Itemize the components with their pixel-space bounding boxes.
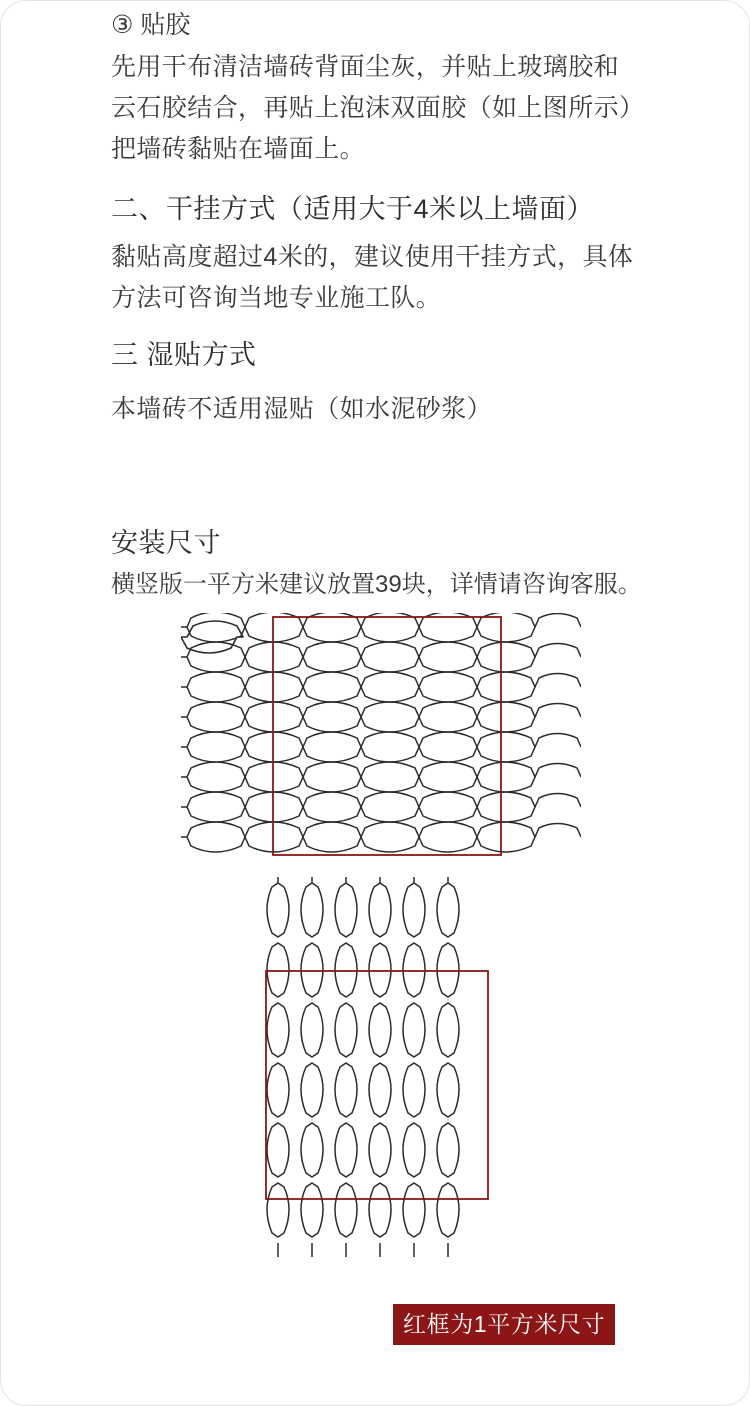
section-glue-body: 先用干布清洁墙砖背面尘灰，并贴上玻璃胶和云石胶结合，再贴上泡沫双面胶（如上图所示）把墙砖黏贴在墙面上。: [111, 53, 632, 163]
section-dry-hang-body: 黏贴高度超过4米的，建议使用干挂方式，具体方法可咨询当地专业施工队。: [111, 243, 634, 312]
section-wet-paste-body: 本墙砖不适用湿贴（如水泥砂浆）: [111, 395, 493, 423]
section-wet-paste-heading: 三 湿贴方式: [111, 340, 257, 370]
horizontal-tile-mesh: [181, 613, 581, 852]
install-size-note: 横竖版一平方米建议放置39块，详情请咨询客服。: [111, 571, 642, 598]
section-glue-heading: ③ 贴胶: [111, 11, 191, 39]
vertical-tile-mesh: [267, 877, 459, 1257]
vertical-tile-layout: [256, 877, 496, 1262]
section-dry-hang-heading: 二、干挂方式（适用大于4米以上墙面）: [111, 194, 595, 224]
horizontal-tile-layout: [181, 613, 581, 873]
square-meter-legend: 红框为1平方米尺寸: [393, 1304, 615, 1345]
install-size-heading: 安装尺寸: [111, 528, 221, 558]
